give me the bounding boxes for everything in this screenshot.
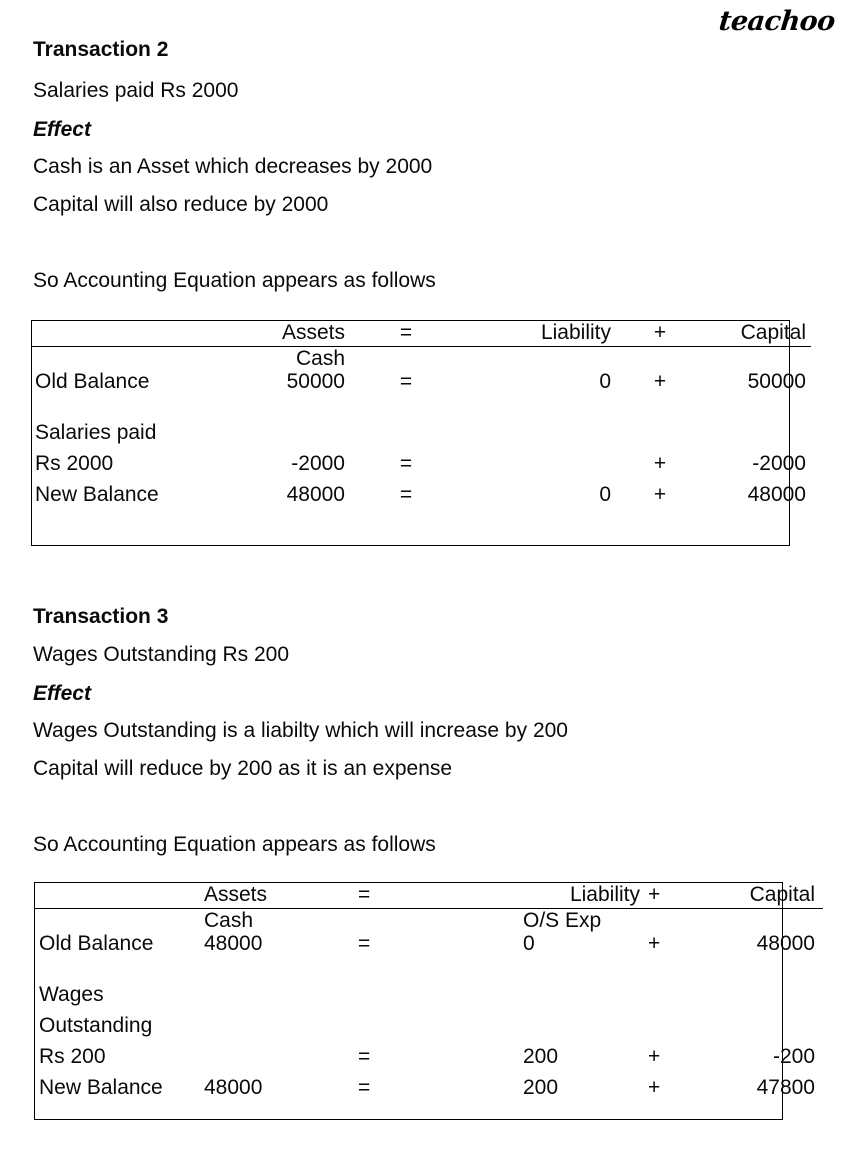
table-row — [35, 1076, 823, 1107]
transaction-3-effect-label: Effect — [33, 682, 91, 705]
header-cell-capital: Capital — [708, 883, 823, 909]
row-cell-liability — [523, 983, 640, 1014]
accounting-equation-table-1 — [31, 320, 806, 546]
transaction-2-effect-line-2: Capital will also reduce by 2000 — [33, 193, 329, 216]
table-row — [32, 483, 811, 514]
row-cell-capital: -200 — [772, 1045, 815, 1068]
row-cell-liability: 0 — [599, 483, 611, 506]
row-cell-label: New Balance — [39, 1076, 163, 1099]
header-cell-plus: + — [617, 321, 703, 347]
table-row — [35, 983, 823, 1014]
accounting-equation-table-2 — [34, 882, 815, 1120]
transaction-3-lead-in: So Accounting Equation appears as follows — [33, 833, 436, 856]
row-cell-label: Wages — [39, 983, 104, 1006]
subheader-cell-capital — [703, 347, 811, 371]
row-cell-label: New Balance — [35, 483, 159, 506]
row-cell-capital: -2000 — [752, 452, 806, 475]
table-header-row — [32, 321, 811, 347]
row-cell-equals: = — [358, 1045, 371, 1068]
row-cell-plus — [640, 983, 708, 1014]
row-cell-assets: 48000 — [204, 1076, 263, 1099]
row-cell-plus: + — [648, 1045, 661, 1068]
row-cell-plus: + — [653, 452, 667, 475]
row-cell-assets: 50000 — [286, 370, 345, 393]
row-cell-liability: 200 — [523, 1045, 559, 1068]
row-cell-assets — [204, 1045, 339, 1076]
header-cell-assets: Assets — [204, 883, 339, 909]
transaction-2-statement: Salaries paid Rs 2000 — [33, 79, 239, 102]
header-cell-liability: Liability — [461, 321, 617, 347]
subheader-cell-liability: O/S Exp — [523, 909, 602, 932]
transaction-2-lead-in: So Accounting Equation appears as follows — [33, 269, 436, 292]
subheader-cell-assets: Cash — [204, 909, 254, 932]
header-cell-capital: Capital — [703, 321, 811, 347]
row-cell-label: Old Balance — [35, 370, 150, 393]
row-cell-plus: + — [653, 483, 667, 506]
row-cell-equals: = — [399, 370, 413, 393]
row-cell-liability: 200 — [523, 1076, 559, 1099]
row-cell-capital — [703, 421, 811, 452]
row-cell-plus: + — [653, 370, 667, 393]
row-cell-equals: = — [399, 483, 413, 506]
subheader-cell-label — [35, 909, 204, 933]
row-cell-assets — [204, 983, 339, 1014]
row-cell-liability — [461, 452, 617, 483]
transaction-3-heading: Transaction 3 — [33, 605, 169, 628]
subheader-cell-liability — [461, 347, 617, 371]
teachoo-logo: teachoo — [717, 6, 837, 37]
row-cell-equals — [339, 983, 523, 1014]
row-cell-liability: 0 — [523, 932, 535, 955]
row-cell-equals — [351, 421, 461, 452]
transaction-3-effect-line-1: Wages Outstanding is a liabilty which will increase by 200 — [33, 719, 568, 742]
table-row — [35, 1014, 823, 1045]
table-row — [32, 370, 811, 393]
subheader-cell-label — [32, 347, 193, 371]
row-cell-capital: 50000 — [747, 370, 806, 393]
header-cell-plus: + — [640, 883, 708, 909]
row-cell-label: Old Balance — [39, 932, 154, 955]
row-cell-plus: + — [648, 1076, 661, 1099]
header-cell-liability: Liability — [523, 883, 640, 909]
row-cell-plus — [617, 421, 703, 452]
row-cell-liability — [523, 1014, 640, 1045]
row-cell-plus: + — [648, 932, 661, 955]
row-cell-equals: = — [399, 452, 413, 475]
row-cell-label: Rs 200 — [39, 1045, 106, 1068]
transaction-2-effect-label: Effect — [33, 118, 91, 141]
row-cell-equals: = — [358, 932, 371, 955]
row-cell-equals — [339, 1014, 523, 1045]
subheader-cell-plus — [640, 909, 708, 933]
row-cell-label: Outstanding — [39, 1014, 153, 1037]
table-header-row — [35, 883, 823, 909]
table-row — [32, 421, 811, 452]
row-cell-assets: -2000 — [291, 452, 345, 475]
row-cell-liability — [461, 421, 617, 452]
subheader-cell-plus — [617, 347, 703, 371]
table-spacer-row — [32, 393, 811, 421]
row-cell-assets: 48000 — [286, 483, 345, 506]
row-cell-capital — [708, 983, 823, 1014]
header-cell-equals: = — [339, 883, 523, 909]
table-spacer-row — [35, 955, 823, 983]
header-cell-label — [35, 883, 204, 909]
row-cell-capital: 48000 — [747, 483, 806, 506]
transaction-3-effect-line-2: Capital will reduce by 200 as it is an expense — [33, 757, 453, 780]
row-cell-equals: = — [358, 1076, 371, 1099]
row-cell-label: Salaries paid — [35, 421, 157, 444]
subheader-cell-equals — [339, 909, 523, 933]
row-cell-plus — [640, 1014, 708, 1045]
table-row — [35, 1045, 823, 1076]
transaction-3-statement: Wages Outstanding Rs 200 — [33, 643, 290, 666]
subheader-cell-capital — [708, 909, 823, 933]
transaction-2-heading: Transaction 2 — [33, 38, 169, 61]
row-cell-assets: 48000 — [204, 932, 263, 955]
row-cell-assets — [204, 1014, 339, 1045]
table-row — [35, 932, 823, 955]
transaction-2-effect-line-1: Cash is an Asset which decreases by 2000 — [33, 155, 433, 178]
table-subheader-row — [35, 909, 823, 933]
row-cell-assets — [193, 421, 351, 452]
row-cell-capital: 48000 — [756, 932, 815, 955]
row-cell-capital — [708, 1014, 823, 1045]
header-cell-label — [32, 321, 193, 347]
table-subheader-row — [32, 347, 811, 371]
table-row — [32, 452, 811, 483]
row-cell-capital: 47800 — [756, 1076, 815, 1099]
subheader-cell-equals — [351, 347, 461, 371]
subheader-cell-assets: Cash — [295, 347, 345, 370]
header-cell-assets: Assets — [193, 321, 351, 347]
header-cell-equals: = — [351, 321, 461, 347]
row-cell-label: Rs 2000 — [35, 452, 114, 475]
row-cell-liability: 0 — [599, 370, 611, 393]
